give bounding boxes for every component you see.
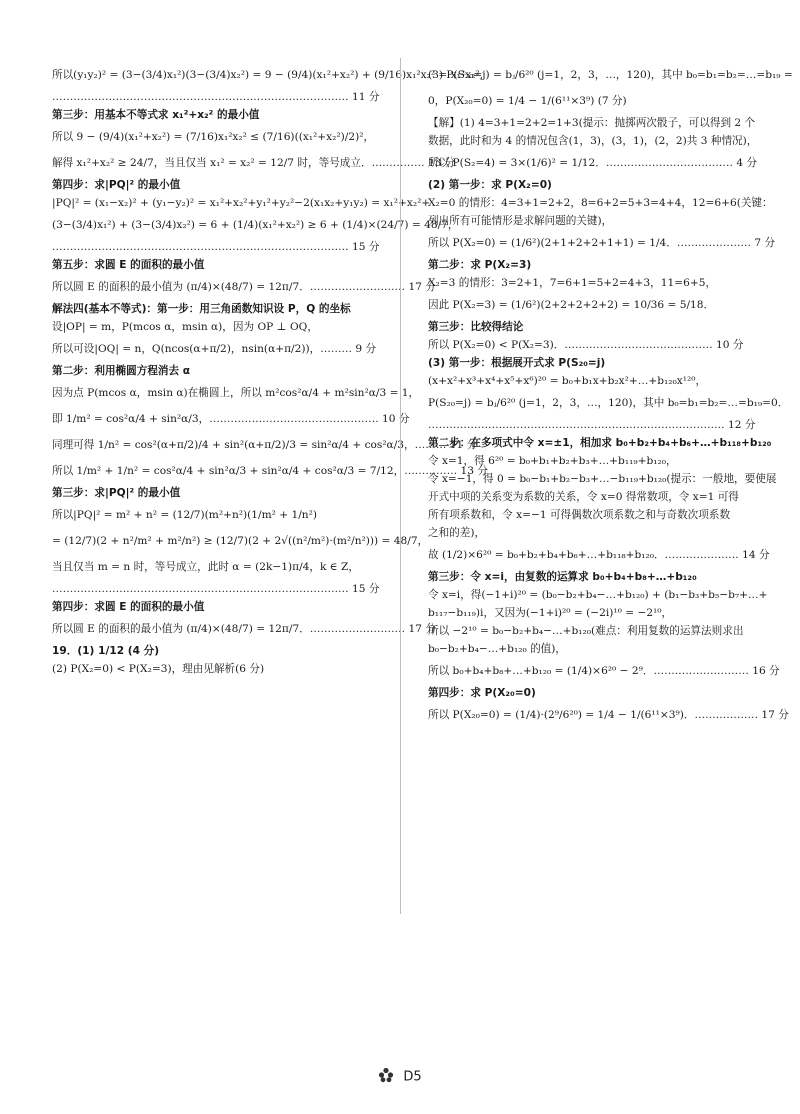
flower-logo-icon (378, 1067, 394, 1087)
score-line: ………………………………………………………………………… 12 分 (428, 419, 756, 431)
formula-line: 所以圆 E 的面积的最小值为 (π/4)×(48/7) = 12π/7．……………………… 17 分 (52, 623, 436, 635)
formula-line: 因此 P(X₂=3) = (1/6²)(2+2+2+2+2) = 10/36 = 5/18． (428, 299, 715, 311)
step-heading: 第四步：求 P(X₂₀=0) (428, 687, 536, 699)
step-heading: 第四步：求|PQ|² 的最小值 (52, 179, 181, 191)
step-heading: 第二步：求 P(X₂=3) (428, 259, 532, 271)
text-line: 【解】(1) 4=3+1=2+2=1+3(提示：抛掷两次骰子，可以得到 2 个 (428, 117, 756, 129)
formula-line: 所以 P(X₂=0) = (1/6²)(2+1+2+2+1+1) = 1/4．………………… 7 分 (428, 237, 776, 249)
text-line: 所以 P(X₂=0) < P(X₂=3)．…………………………………… 10 分 (428, 339, 744, 351)
text-line: 令 x=1，得 6²⁰ = b₀+b₁+b₂+b₃+…+b₁₁₉+b₁₂₀， (428, 455, 677, 467)
formula-line: (3−(3/4)x₁²) + (3−(3/4)x₂²) = 6 + (1/4)(x₁²+x₂²) ≥ 6 + (1/4)×(24/7) = 48/7， (52, 219, 459, 231)
text-line: b₁₁₇−b₁₁₉)i，又因为(−1+i)²⁰ = (−2i)¹⁰ = −2¹⁰， (428, 607, 673, 619)
text-line: X₂=3 的情形：3=2+1，7=6+1=5+2=4+3，11=6+5， (428, 277, 717, 289)
formula-line: 所以 1/m² + 1/n² = cos²α/4 + sin²α/3 + sin²α/4 + cos²α/3 = 7/12，…………… 13 分 (52, 465, 488, 477)
formula-line: 0，P(X₂₀=0) = 1/4 − 1/(6¹¹×3⁹) (7 分) (428, 95, 627, 107)
text-line: (x+x²+x³+x⁴+x⁵+x⁶)²⁰ = b₀+b₁x+b₂x²+…+b₁₂₀x¹²⁰， (428, 375, 707, 387)
step-heading: 第三步：比较得结论 (428, 321, 524, 333)
step-heading: 第五步：求圆 E 的面积的最小值 (52, 259, 205, 271)
right-column (428, 62, 793, 728)
step-heading: 解法四(基本不等式)：第一步：用三角函数知识设 P，Q 的坐标 (52, 303, 351, 315)
page-footer (0, 1067, 800, 1087)
text-line: 令 x=i，得(−1+i)²⁰ = (b₀−b₂+b₄−…+b₁₂₀) + (b₁−b₃+b₅−b₇+…+ (428, 589, 768, 601)
formula-line: 所以|PQ|² = m² + n² = (12/7)(m²+n²)(1/m² + 1/n²) (52, 509, 317, 521)
formula-line: 所以 P(X₂₀=0) = (1/4)·(2⁹/6²⁰) = 1/4 − 1/(6¹¹×3⁹)．……………… 17 分 (428, 709, 789, 721)
page-number: D5 (403, 1069, 422, 1085)
formula-line: 所以圆 E 的面积的最小值为 (π/4)×(48/7) = 12π/7．……………………… 17 分 (52, 281, 436, 293)
formula-line: 所以 b₀+b₄+b₈+…+b₁₂₀ = (1/4)×6²⁰ − 2⁹．……………………… 16 分 (428, 665, 780, 677)
text-line: 令 x=−1，得 0 = b₀−b₁+b₂−b₃+…−b₁₁₉+b₁₂₀(提示：一般地，要使展 (428, 473, 777, 485)
formula-line: (3) P(S₂₀=j) = bⱼ/6²⁰ (j=1，2，3，…，120)，其中 b₀=b₁=b₂=…=b₁₉ = (428, 69, 793, 81)
formula-line: 所以 9 − (9/4)(x₁²+x₂²) = (7/16)x₁²x₂² ≤ (7/16)((x₁²+x₂²)/2)²， (52, 131, 375, 143)
score-line: ………………………………………………………………………… 15 分 (52, 241, 380, 253)
formula-line: 解得 x₁²+x₂² ≥ 24/7，当且仅当 x₁² = x₂² = 12/7 时，等号成立．…………… 13 分 (52, 157, 456, 169)
text-line: 开式中项的关系变为系数的关系，令 x=0 得常数项，令 x=1 可得 (428, 491, 739, 503)
formula-line: 所以可设|OQ| = n，Q(ncos(α+π/2)，nsin(α+π/2))，……… 9 分 (52, 343, 377, 355)
step-heading: 第三步：用基本不等式求 x₁²+x₂² 的最小值 (52, 109, 260, 121)
text-line: 列出所有可能情形是求解问题的关键)， (428, 215, 613, 227)
question-number: 19．(1) 1/12 (4 分) (52, 645, 160, 657)
step-heading: 第二步：利用椭圆方程消去 α (52, 365, 191, 377)
score-line: ………………………………………………………………………… 15 分 (52, 583, 380, 595)
formula-line: 所以 P(S₂=4) = 3×(1/6)² = 1/12．……………………………… 4 分 (428, 157, 758, 169)
text-line: 设|OP| = m，P(mcos α，msin α)，因为 OP ⊥ OQ， (52, 321, 318, 333)
step-heading: 第三步：求|PQ|² 的最小值 (52, 487, 181, 499)
step-heading: 第四步：求圆 E 的面积的最小值 (52, 601, 205, 613)
step-heading: 第二步：在多项式中令 x=±1，相加求 b₀+b₂+b₄+b₆+…+b₁₁₈+b₁₂₀ (428, 437, 772, 449)
formula-line: 所以(y₁y₂)² = (3−(3/4)x₁²)(3−(3/4)x₂²) = 9 − (9/4)(x₁²+x₂²) + (9/16)x₁²x₂² = x₁²x₂², (52, 69, 483, 81)
text-line: |PQ|² = (x₁−x₂)² + (y₁−y₂)² = x₁²+x₂²+y₁²+y₂²−2(x₁x₂+y₁y₂) = x₁²+x₂²+ (52, 197, 431, 209)
text-line: 所有项系数和，令 x=−1 可得偶数次项系数之和与奇数次项系数 (428, 509, 731, 521)
formula-line: 因为点 P(mcos α，msin α)在椭圆上，所以 m²cos²α/4 + m²sin²α/3 = 1， (52, 387, 420, 399)
formula-line: P(S₂₀=j) = bⱼ/6²⁰ (j=1，2，3，…，120)，其中 b₀=b₁=b₂=…=b₁₉=0． (428, 397, 789, 409)
score-line: ………………………………………………………………………… 11 分 (52, 91, 380, 103)
formula-line: = (12/7)(2 + n²/m² + m²/n²) ≥ (12/7)(2 + 2√((n²/m²)·(m²/n²))) = 48/7， (52, 535, 429, 547)
text-line: 之和的差)， (428, 527, 486, 539)
formula-line: 当且仅当 m = n 时，等号成立，此时 α = (2k−1)π/4，k ∈ Z， (52, 561, 359, 573)
text-line: X₂=0 的情形：4=3+1=2+2，8=6+2=5+3=4+4，12=6+6(关键： (428, 197, 773, 209)
formula-line: 故 (1/2)×6²⁰ = b₀+b₂+b₄+b₆+…+b₁₁₈+b₁₂₀．………………… 14 分 (428, 549, 770, 561)
step-heading: (3) 第一步：根据展开式求 P(S₂₀=j) (428, 357, 606, 369)
text-line: 所以 −2¹⁰ = b₀−b₂+b₄−…+b₁₂₀(难点：利用复数的运算法则求出 (428, 625, 744, 637)
step-heading: (2) 第一步：求 P(X₂=0) (428, 179, 552, 191)
step-heading: 第三步：令 x=i，由复数的运算求 b₀+b₄+b₈+…+b₁₂₀ (428, 571, 697, 583)
text-line: 数据，此时和为 4 的情况包含(1，3)，(3，1)，(2，2)共 3 种情况)， (428, 135, 758, 147)
text-line: b₀−b₂+b₄−…+b₁₂₀ 的值)， (428, 643, 566, 655)
formula-line: 即 1/m² = cos²α/4 + sin²α/3，………………………………………… 10 分 (52, 413, 410, 425)
formula-line: 同理可得 1/n² = cos²(α+π/2)/4 + sin²(α+π/2)/3 = sin²α/4 + cos²α/3，……… 11 分 (52, 439, 478, 451)
column-divider (400, 58, 401, 914)
text-line: (2) P(X₂=0) < P(X₂=3)，理由见解析(6 分) (52, 663, 265, 675)
